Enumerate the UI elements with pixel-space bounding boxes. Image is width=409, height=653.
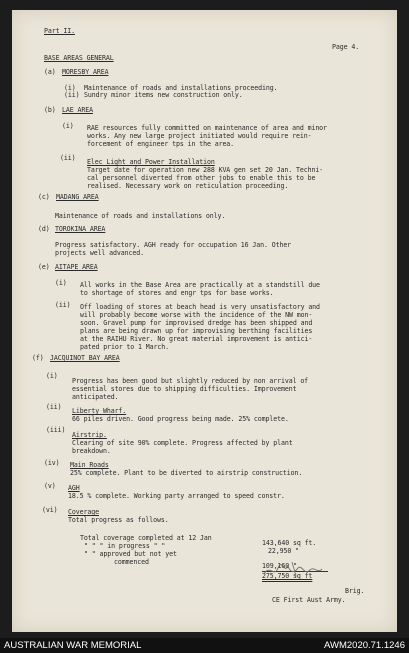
text-line: to shortage of stores and engr tps for base works. xyxy=(80,289,274,297)
text-line: Clearing of site 90% complete. Progress affected by plant xyxy=(72,439,293,447)
text-line: anticipated. xyxy=(72,393,119,401)
subsection-title: AGH xyxy=(68,484,80,492)
coverage-value: 143,640 sq ft. xyxy=(262,539,317,547)
section-a-label: (a) xyxy=(44,68,56,76)
text-line: cal personnel diverted from other jobs to enable this to be xyxy=(87,174,316,182)
item-number: (iii) xyxy=(46,426,66,434)
coverage-label: Total coverage completed at 12 Jan xyxy=(80,534,212,542)
footer-accession-number: AWM2020.71.1246 xyxy=(324,640,405,651)
text-line: 18.5 % complete. Working party arranged to speed constr. xyxy=(68,492,285,500)
section-c-title: MADANG AREA xyxy=(56,193,99,201)
subsection-title: Coverage xyxy=(68,508,99,516)
text-line: essential stores due to shipping difficulties. Improvement xyxy=(72,385,297,393)
section-d-title: TOROKINA AREA xyxy=(55,225,106,233)
text-line: Sundry minor items new construction only. xyxy=(84,91,243,99)
section-a-title: MORESBY AREA xyxy=(62,68,109,76)
subsection-title: Airstrip. xyxy=(72,431,107,439)
section-c-label: (c) xyxy=(38,193,50,201)
text-line: works. Any new large project initiated would require rein- xyxy=(87,132,312,140)
item-number: (i) xyxy=(46,372,58,380)
text-line: Maintenance of roads and installations only. xyxy=(55,212,226,220)
page-number: Page 4. xyxy=(332,43,360,51)
text-line: will probably become worse with the incidence of the NW mon- xyxy=(80,311,313,319)
item-number: (i) xyxy=(64,84,76,92)
subsection-title: Liberty Wharf. xyxy=(72,407,127,415)
text-line: projects well advanced. xyxy=(55,249,145,257)
subsection-title: Elec Light and Power Installation xyxy=(87,158,215,166)
text-line: RAE resources fully committed on maintenance of area and minor xyxy=(87,124,327,132)
text-line: Maintenance of roads and installations proceeding. xyxy=(84,84,278,92)
item-number: (ii) xyxy=(64,91,80,99)
text-line: forcement of engineer tps in the area. xyxy=(87,140,235,148)
coverage-label: " " " in progress " " xyxy=(84,542,166,550)
coverage-value: 109,160 " xyxy=(262,562,297,570)
text-line: 66 piles driven. Good progress being made. 25% complete. xyxy=(72,415,289,423)
text-line: soon. Gravel pump for improvised dredge has been shipped and xyxy=(80,319,313,327)
coverage-label: " " approved but not yet xyxy=(84,550,177,558)
text-line: Progress satisfactory. AGH ready for occupation 16 Jan. Other xyxy=(55,241,292,249)
text-line: Total progress as follows. xyxy=(68,516,169,524)
item-number: (ii) xyxy=(55,301,71,309)
section-f-label: (f) xyxy=(32,354,44,362)
coverage-value: 22,950 " xyxy=(268,547,299,555)
item-number: (ii) xyxy=(46,403,62,411)
text-line: Progress has been good but slightly reduced by non arrival of xyxy=(72,377,309,385)
item-number: (iv) xyxy=(44,459,60,467)
section-d-label: (d) xyxy=(38,225,50,233)
text-line: All works in the Base Area are practically at a standstill due xyxy=(80,281,320,289)
section-f-title: JACQUINOT BAY AREA xyxy=(50,354,120,362)
item-number: (vi) xyxy=(42,506,58,514)
text-line: 25% complete. Plant to be diverted to airstrip construction. xyxy=(70,469,303,477)
part-label: Part II. xyxy=(44,27,75,35)
text-line: at the RAIHU River. No great material improvement is antici- xyxy=(80,335,313,343)
item-number: (i) xyxy=(55,279,67,287)
handwritten-signature xyxy=(262,560,332,580)
coverage-label: commenced xyxy=(114,558,149,566)
text-line: pated prior to 1 March. xyxy=(80,343,170,351)
item-number: (ii) xyxy=(60,154,76,162)
text-line: Off loading of stores at beach head is very unsatisfactory and xyxy=(80,303,320,311)
subsection-title: Main Roads xyxy=(70,461,109,469)
section-heading: BASE AREAS GENERAL xyxy=(44,54,114,62)
text-line: Target date for operation new 288 KVA gen set 20 Jan. Techni- xyxy=(87,166,324,174)
archive-footer xyxy=(0,638,409,653)
section-e-label: (e) xyxy=(38,263,50,271)
signature-rank: Brig. xyxy=(345,587,365,595)
item-number: (i) xyxy=(62,122,74,130)
item-number: (v) xyxy=(44,482,56,490)
section-e-title: AITAPE AREA xyxy=(55,263,98,271)
section-b-title: LAE AREA xyxy=(62,106,93,114)
text-line: realised. Necessary work on reticulation proceeding. xyxy=(87,182,289,190)
coverage-total: 275,750 sq ft xyxy=(262,572,313,580)
footer-institution: AUSTRALIAN WAR MEMORIAL xyxy=(4,640,142,651)
text-line: breakdown. xyxy=(72,447,111,455)
text-line: plans are being drawn up for improvising berthing facilities xyxy=(80,327,313,335)
signature-title: CE First Aust Army. xyxy=(272,596,346,604)
section-b-label: (b) xyxy=(44,106,56,114)
